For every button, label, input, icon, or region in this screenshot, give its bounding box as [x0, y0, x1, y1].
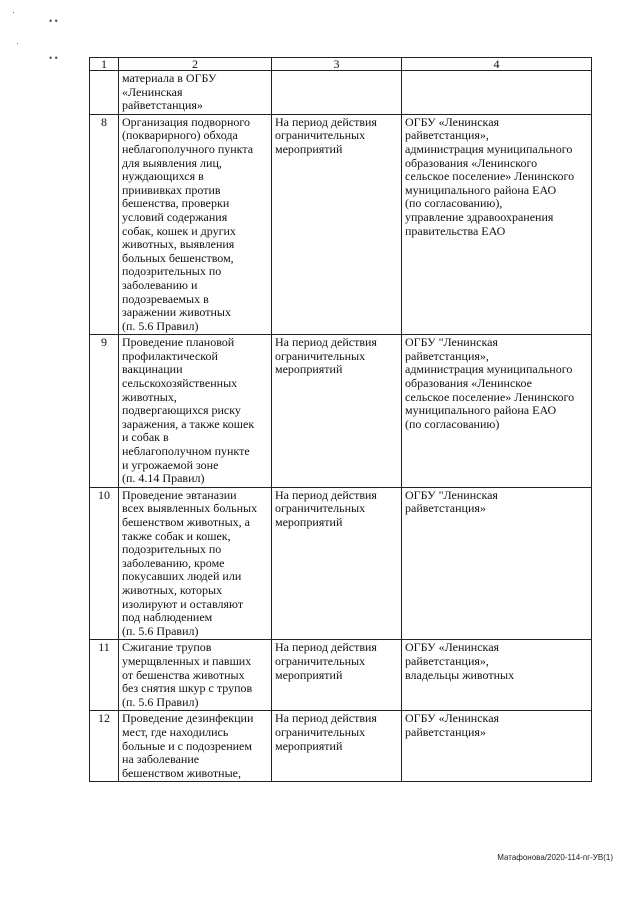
- responsible-cell: ОГБУ "Ленинская райветстанция»: [402, 487, 592, 640]
- row-number: 10: [90, 487, 119, 640]
- table-row: [90, 711, 592, 782]
- responsible-cell: ОГБУ «Ленинская райветстанция»: [402, 711, 592, 782]
- scan-mark: ·: [12, 7, 15, 17]
- measure-cell: Проведение дезинфекции мест, где находились больные и с подозрением на заболевание бешенством животные,: [119, 711, 272, 782]
- scan-mark: • •: [49, 53, 58, 63]
- table-row: [90, 487, 592, 640]
- measure-cell: материала в ОГБУ «Ленинская райветстанция»: [119, 71, 272, 115]
- column-header: 1: [90, 58, 119, 71]
- measure-cell: Проведение плановой профилактической вакцинации сельскохозяйственных животных, подвергающихся риску заражения, а также кошек и собак в неблагополучном пункте и угрожаемой зоне (п. 4.14 Правил): [119, 335, 272, 488]
- period-cell: На период действия ограничительных мероприятий: [272, 711, 402, 782]
- row-number: 11: [90, 640, 119, 711]
- responsible-cell: ОГБУ «Ленинская райветстанция», администрация муниципального образования «Ленинского сельское поселение» Ленинского муниципального района ЕАО (по согласованию), управление здравоохранения правительства ЕАО: [402, 114, 592, 335]
- measure-cell: Проведение эвтаназии всех выявленных больных бешенством животных, а также собак и кошек, подозрительных по заболеванию, кроме покусавших людей или животных, которых изолируют и оставляют под наблюдением (п. 5.6 Правил): [119, 487, 272, 640]
- table-row: [90, 640, 592, 711]
- period-cell: На период действия ограничительных мероприятий: [272, 114, 402, 335]
- table-row: [90, 71, 592, 115]
- measures-table: [89, 57, 592, 782]
- table-header-row: [90, 58, 592, 71]
- row-number: 8: [90, 114, 119, 335]
- period-cell: На период действия ограничительных мероприятий: [272, 335, 402, 488]
- row-number: 12: [90, 711, 119, 782]
- column-header: 3: [272, 58, 402, 71]
- scan-mark: • •: [49, 16, 58, 26]
- table-row: [90, 335, 592, 488]
- period-cell: На период действия ограничительных мероприятий: [272, 487, 402, 640]
- table-row: [90, 114, 592, 335]
- measure-cell: Сжигание трупов умерщвленных и павших от бешенства животных без снятия шкур с трупов (п. 5.6 Правил): [119, 640, 272, 711]
- measure-cell: Организация подворного (покварирного) обхода неблагополучного пункта для выявления лиц, нуждающихся в приививках против бешенства, проверки условий содержания собак, кошек и других животных, выявления больных бешенством, подозрительных по заболеванию и подозреваемых в заражении животных (п. 5.6 Правил): [119, 114, 272, 335]
- column-header: 2: [119, 58, 272, 71]
- responsible-cell: [402, 71, 592, 115]
- scan-mark: ·: [16, 38, 19, 48]
- responsible-cell: ОГБУ "Ленинская райветстанция», администрация муниципального образования «Ленинское сельское поселение» Ленинского муниципального района ЕАО (по согласованию): [402, 335, 592, 488]
- document-footer-id: Матафонова/2020-114-пг-УВ(1): [497, 853, 613, 862]
- period-cell: На период действия ограничительных мероприятий: [272, 640, 402, 711]
- row-number: 9: [90, 335, 119, 488]
- row-number: [90, 71, 119, 115]
- period-cell: [272, 71, 402, 115]
- column-header: 4: [402, 58, 592, 71]
- responsible-cell: ОГБУ «Ленинская райветстанция», владельцы животных: [402, 640, 592, 711]
